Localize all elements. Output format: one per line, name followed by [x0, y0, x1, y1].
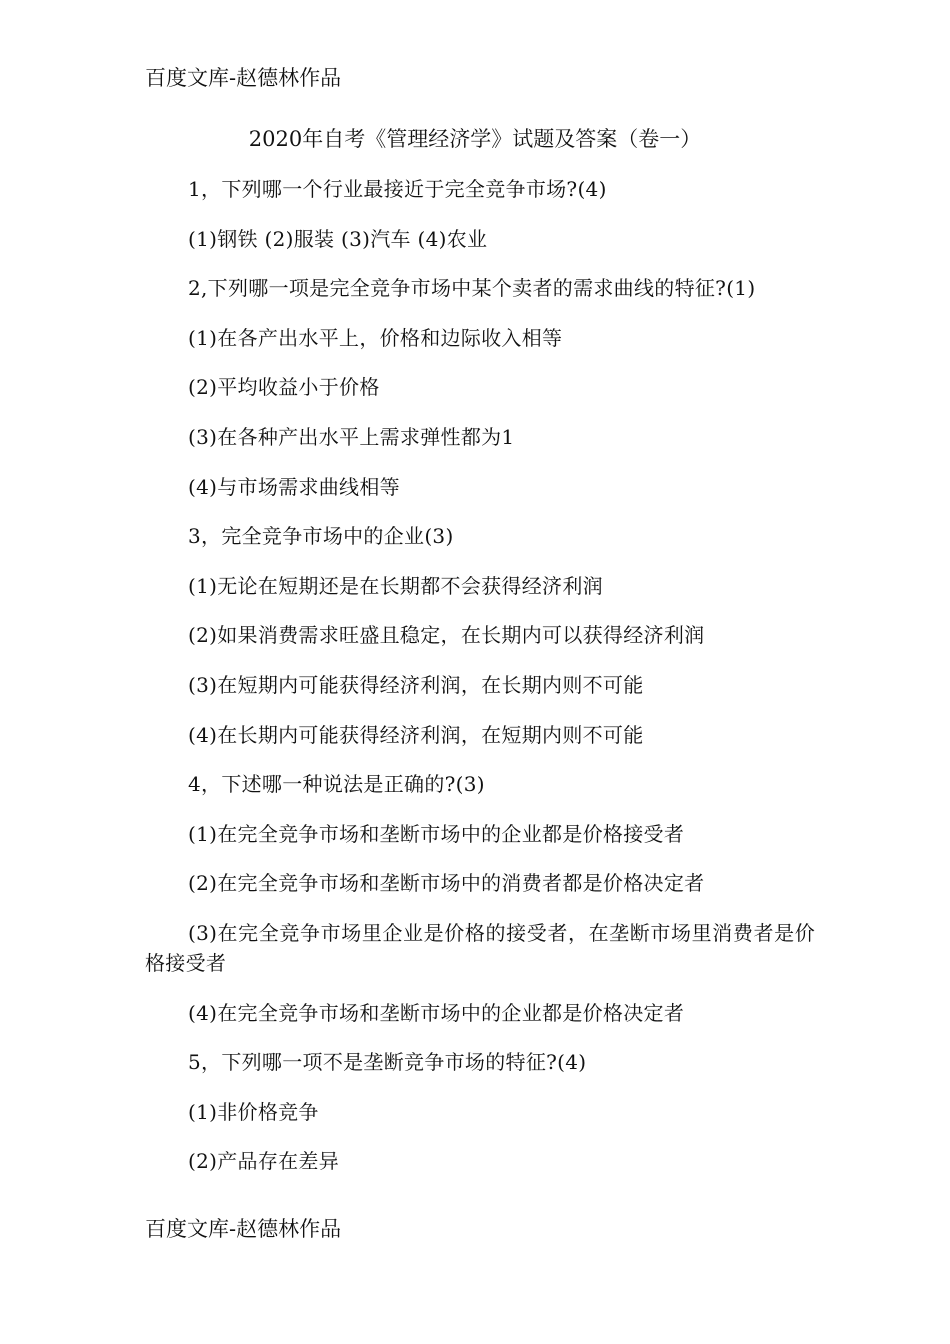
- question-4-option-4: (4)在完全竞争市场和垄断市场中的企业都是价格决定者: [188, 1000, 685, 1025]
- question-4: 4，下述哪一种说法是正确的?(3): [188, 772, 485, 797]
- question-1: 1，下列哪一个行业最接近于完全竞争市场?(4): [188, 177, 607, 201]
- question-4-option-3: (3)在完全竞争市场里企业是价格的接受者，在垄断市场里消费者是价格接受者: [145, 920, 815, 975]
- question-3-option-2: (2)如果消费需求旺盛且稳定，在长期内可以获得经济利润: [188, 623, 705, 648]
- page-footer: 百度文库-赵德林作品: [145, 1217, 342, 1241]
- question-3-option-3: (3)在短期内可能获得经济利润，在长期内则不可能: [188, 672, 644, 697]
- document-body: [145, 174, 815, 1196]
- document-title: 2020年自考《管理经济学》试题及答案（卷一）: [248, 127, 702, 151]
- question-4-option-2: (2)在完全竞争市场和垄断市场中的消费者都是价格决定者: [188, 871, 705, 896]
- question-5-option-1: (1)非价格竞争: [188, 1099, 319, 1124]
- question-2: 2,下列哪一项是完全竞争市场中某个卖者的需求曲线的特征?(1): [188, 276, 756, 301]
- question-4-option-1: (1)在完全竞争市场和垄断市场中的企业都是价格接受者: [188, 821, 685, 846]
- page-header: 百度文库-赵德林作品: [145, 66, 342, 90]
- question-5-option-2: (2)产品存在差异: [188, 1149, 340, 1174]
- question-2-option-1: (1)在各产出水平上，价格和边际收入相等: [188, 325, 563, 350]
- question-2-option-2: (2)平均收益小于价格: [188, 375, 380, 400]
- question-3-option-1: (1)无论在短期还是在长期都不会获得经济利润: [188, 573, 603, 598]
- question-2-option-3: (3)在各种产出水平上需求弹性都为1: [188, 424, 515, 449]
- question-1-options: (1)钢铁 (2)服装 (3)汽车 (4)农业: [188, 226, 488, 251]
- question-2-option-4: (4)与市场需求曲线相等: [188, 474, 400, 499]
- question-3: 3，完全竞争市场中的企业(3): [188, 524, 454, 549]
- question-3-option-4: (4)在长期内可能获得经济利润，在短期内则不可能: [188, 722, 644, 747]
- question-5: 5，下列哪一项不是垄断竞争市场的特征?(4): [188, 1050, 587, 1075]
